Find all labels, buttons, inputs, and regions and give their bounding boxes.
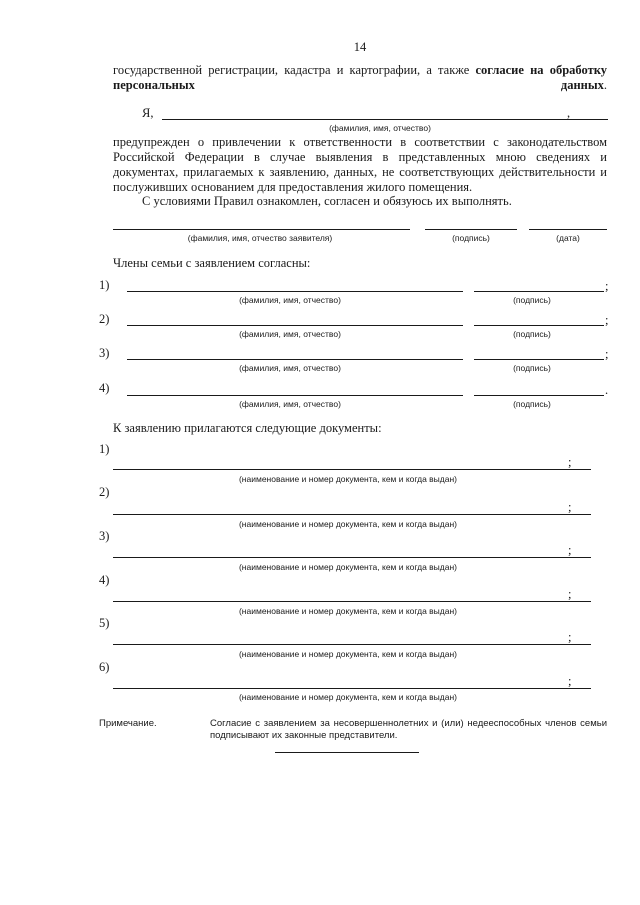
intro-paragraph	[113, 63, 607, 93]
document-item-number: 3)	[99, 529, 110, 543]
applicant-signature-line[interactable]	[425, 229, 517, 230]
family-member-name-caption: (фамилия, имя, отчество)	[239, 295, 341, 305]
applicant-name-line[interactable]	[113, 229, 410, 230]
family-member-name-caption: (фамилия, имя, отчество)	[239, 363, 341, 373]
family-member-name-caption: (фамилия, имя, отчество)	[239, 329, 341, 339]
note-text: Согласие с заявлением за несовершеннолетних и (или) недееспособных членов семьи подписывают их законные представители.	[210, 718, 607, 741]
family-member-signature-line[interactable]	[474, 395, 604, 396]
family-member-name-line[interactable]	[127, 291, 463, 292]
applicant-signature-caption: (подпись)	[452, 233, 490, 243]
family-member-signature-caption: (подпись)	[513, 363, 551, 373]
family-member-signature-caption: (подпись)	[513, 295, 551, 305]
family-member-end-mark: ;	[605, 279, 609, 293]
document-item-number: 4)	[99, 573, 110, 587]
declarant-name-line[interactable]	[162, 119, 608, 120]
family-member-signature-line[interactable]	[474, 359, 604, 360]
note-label: Примечание.	[99, 718, 157, 729]
family-member-end-mark: .	[605, 383, 609, 397]
family-member-end-mark: ;	[605, 347, 609, 361]
document-item-end-mark: ;	[568, 630, 572, 644]
document-item-line[interactable]	[113, 557, 591, 558]
family-member-name-line[interactable]	[127, 359, 463, 360]
family-heading: Члены семьи с заявлением согласны:	[113, 256, 311, 270]
document-item-end-mark: ;	[568, 500, 572, 514]
document-item-line[interactable]	[113, 601, 591, 602]
closing-rule	[275, 752, 419, 753]
documents-heading: К заявлению прилагаются следующие документы:	[113, 421, 382, 435]
family-member-signature-line[interactable]	[474, 325, 604, 326]
applicant-date-caption: (дата)	[556, 233, 580, 243]
document-item-line[interactable]	[113, 688, 591, 689]
document-item-number: 2)	[99, 485, 110, 499]
applicant-date-line[interactable]	[529, 229, 607, 230]
document-item-number: 5)	[99, 616, 110, 630]
document-item-caption: (наименование и номер документа, кем и когда выдан)	[238, 519, 458, 529]
family-member-end-mark: ;	[605, 313, 609, 327]
document-item-caption: (наименование и номер документа, кем и когда выдан)	[238, 606, 458, 616]
page-number: 14	[353, 40, 367, 54]
rules-sentence: С условиями Правил ознакомлен, согласен и обязуюсь их выполнять.	[142, 194, 512, 208]
intro-bold-text: согласие на обработку персональных данных	[113, 63, 607, 92]
family-member-number: 2)	[99, 312, 110, 326]
family-member-signature-caption: (подпись)	[513, 329, 551, 339]
document-item-caption: (наименование и номер документа, кем и когда выдан)	[238, 562, 458, 572]
family-member-number: 3)	[99, 346, 110, 360]
family-member-name-caption: (фамилия, имя, отчество)	[239, 399, 341, 409]
document-item-caption: (наименование и номер документа, кем и когда выдан)	[238, 474, 458, 484]
document-item-number: 6)	[99, 660, 110, 674]
document-item-number: 1)	[99, 442, 110, 456]
document-item-caption: (наименование и номер документа, кем и когда выдан)	[238, 649, 458, 659]
document-item-line[interactable]	[113, 469, 591, 470]
intro-text: государственной регистрации, кадастра и картографии, а также	[113, 63, 476, 77]
document-item-line[interactable]	[113, 514, 591, 515]
applicant-name-caption: (фамилия, имя, отчество заявителя)	[187, 233, 333, 243]
document-item-end-mark: ;	[568, 587, 572, 601]
family-member-number: 4)	[99, 381, 110, 395]
family-member-signature-line[interactable]	[474, 291, 604, 292]
document-item-end-mark: ;	[568, 674, 572, 688]
intro-end: .	[603, 78, 607, 92]
document-item-caption: (наименование и номер документа, кем и когда выдан)	[238, 692, 458, 702]
declarant-prefix: Я,	[142, 106, 154, 120]
declarant-caption: (фамилия, имя, отчество)	[329, 123, 431, 133]
document-item-line[interactable]	[113, 644, 591, 645]
family-member-name-line[interactable]	[127, 325, 463, 326]
family-member-name-line[interactable]	[127, 395, 463, 396]
document-item-end-mark: ;	[568, 543, 572, 557]
declarant-comma: ,	[567, 106, 571, 120]
warning-paragraph: предупрежден о привлечении к ответственности в соответствии с законодательством Российской Федерации в случае выявления в представленных мною сведениях и документах, прилагаемых к заявлению, данных, не соответствующих действительности и послуживших основанием для предоставления жилого помещения.	[113, 135, 607, 194]
family-member-signature-caption: (подпись)	[513, 399, 551, 409]
document-item-end-mark: ;	[568, 455, 572, 469]
family-member-number: 1)	[99, 278, 110, 292]
